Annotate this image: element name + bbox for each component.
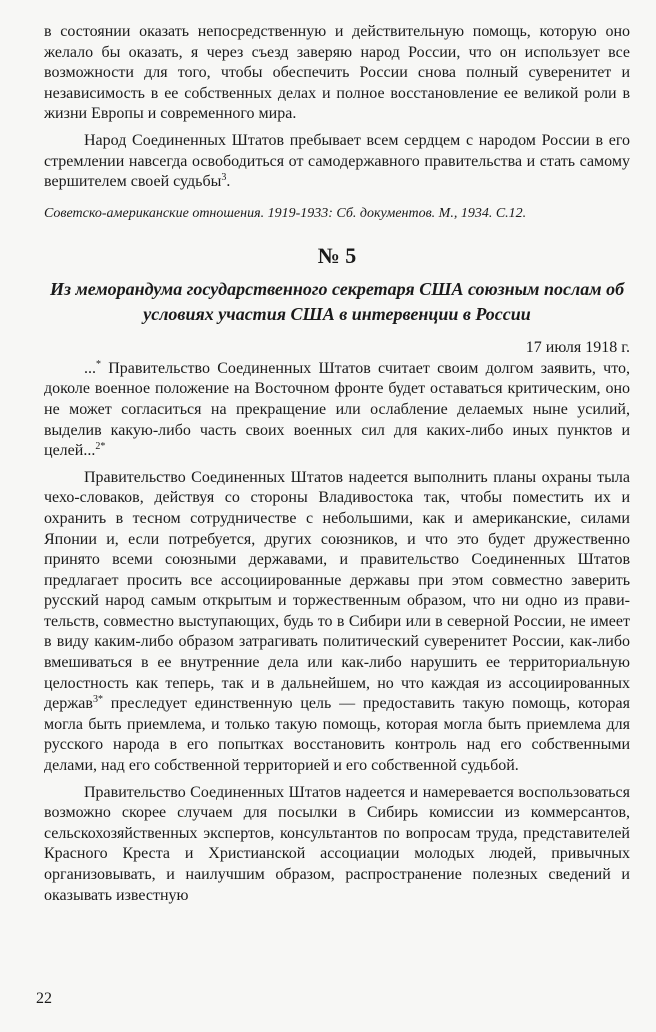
paragraph-people-of-us (44, 131, 630, 193)
paragraph-top-continuation: в состоянии оказать непосредственную и действительную помощь, которую оно желало бы оказать, я через съезд заверяю народ России, что он использует все возможности для того, чтобы обеспечить России снова полный суверенитет и независимость в ее собственных делах и полное восстановление ее великой роли в жизни Европы и современного мира. (44, 23, 630, 123)
paragraph-memo-3: Правительство Соединенных Штатов надеется и намеревается воспользоваться возможно скорее случаем для посылки в Сибирь комиссии из коммерсантов, сельскохозяйственных экспертов, консультантов по вопросам труда, представителей Красного Креста и Христианской ассоциации молодых людей, привычных организовывать, и наилучшим образом, распространение полезных сведений и оказывать известную (44, 783, 630, 904)
footnote-marker: 3* (92, 694, 103, 706)
paragraph-memo-2-text-a: Правительство Соединенных Штатов надеется выполнить планы охраны тыла чехо-словаков, действуя со стороны Владивостока так, чтобы поместить их и охранить в тесном сотрудничестве с небольшими, как и американские, силами Японии и, если потребуется, других союзников, и что это будет дружественно принято всеми союзными державами, и правительство Соединенных Штатов предлагает просить все ассоциированные державы при этом совместно заверить русский народ самым открытым и торжественным образом, что ни одно из правительств, совместно выступающих, будь то в Сибири или в северной России, не имеет в виду каким-либо образом затрагивать политический суверенитет России, как-либо вмешиваться в ее внутренние дела или как-либо нарушить ее территориальную целостность как теперь, так и в дальнейшем, но что каждая из ассоциированных держав (44, 468, 630, 713)
footnote-marker: 2* (95, 441, 106, 453)
paragraph-memo-1-text: Правительство Соединенных Штатов считает своим долгом заявить, что, доколе военное положение на Восточном фронте будет оставаться критическим, оно не может согласиться на прекращение или ослабление делаемых ныне усилий, выделив какую-либо часть своих военных сил для каких-либо иных пунктов и целей... (44, 359, 630, 460)
footnote-marker: 3 (221, 172, 227, 184)
ellipsis: ... (84, 359, 96, 377)
paragraph-people-text: Народ Соединенных Штатов пребывает всем сердцем с народом России в его стремлении навсегда освободиться от самодержавного правительства и стать самому вершителем своей судьбы (44, 131, 630, 191)
document-date: 17 июля 1918 г. (525, 338, 630, 356)
page-number: 22 (36, 990, 52, 1007)
paragraph-memo-2-text-b: преследует единственную цель — предоставить такую помощь, которая могла быть приемлема, и только такую помощь, которая могла быть приемлема для русского народа в его попытках восстановить контроль над его собственными делами, над его собственной территорией и его собственной судьбой. (44, 695, 630, 775)
paragraph-memo-1 (44, 359, 630, 462)
paragraph-memo-2 (44, 468, 630, 777)
footnote-marker: * (96, 358, 101, 370)
paragraph-period: . (226, 173, 231, 191)
document-title: Из меморандума государственного секретаря США союзным послам об условиях участия США в интервенции в России (49, 278, 625, 324)
document-number: № 5 (317, 242, 357, 268)
source-citation: Советско-американские отношения. 1919-1933: Сб. документов. М., 1934. С.12. (44, 205, 527, 221)
